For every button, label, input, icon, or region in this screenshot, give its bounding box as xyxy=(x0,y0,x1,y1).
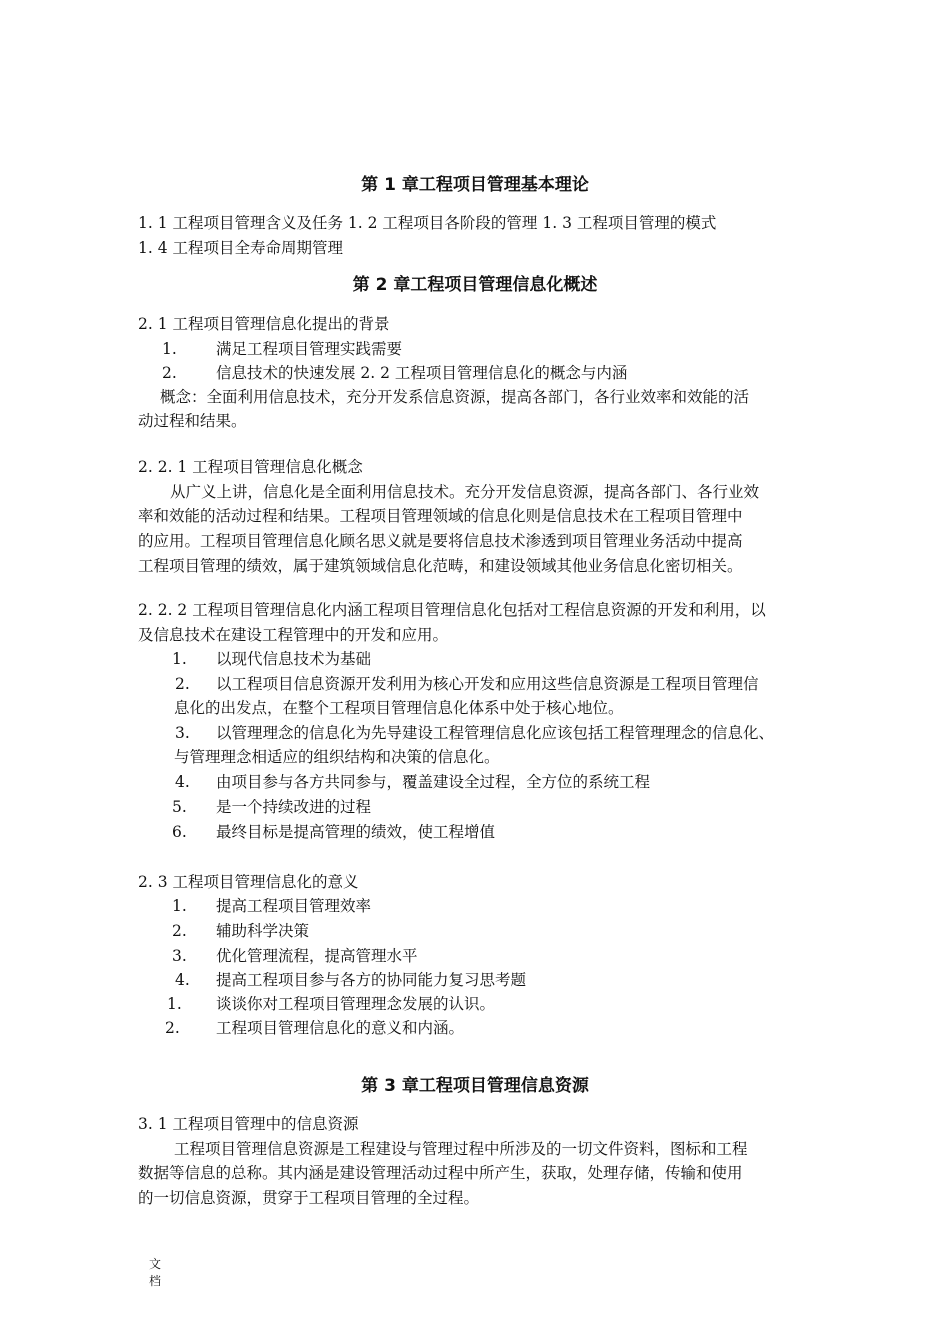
list-text: 是一个持续改进的过程 xyxy=(216,798,372,816)
list-number: 2. xyxy=(165,1019,180,1037)
list-number: 6. xyxy=(172,823,187,841)
toc-line-1: 1. 1 工程项目管理含义及任务 1. 2 工程项目各阶段的管理 1. 3 工程项目管理的模式 xyxy=(138,214,717,232)
list-text: 以管理理念的信息化为先导建设工程管理信息化应该包括工程管理理念的信息化、 xyxy=(216,724,775,742)
list-text: 以现代信息技术为基础 xyxy=(216,650,372,668)
list-number: 3. xyxy=(175,724,190,742)
paragraph-line: 工程项目管理信息资源是工程建设与管理过程中所涉及的一切文件资料，图标和工程 xyxy=(174,1140,748,1158)
section-3-1-heading: 3. 1 工程项目管理中的信息资源 xyxy=(138,1115,359,1133)
list-text: 谈谈你对工程项目管理理念发展的认识。 xyxy=(216,995,496,1013)
list-number: 2. xyxy=(162,364,177,382)
list-number: 1. xyxy=(167,995,182,1013)
list-text: 工程项目管理信息化的意义和内涵。 xyxy=(216,1019,465,1037)
section-2-1-heading: 2. 1 工程项目管理信息化提出的背景 xyxy=(138,315,390,333)
list-text: 提高工程项目参与各方的协同能力复习思考题 xyxy=(216,971,527,989)
list-number: 1. xyxy=(162,340,177,358)
list-text: 提高工程项目管理效率 xyxy=(216,897,372,915)
concept-line-1: 概念：全面利用信息技术，充分开发系信息资源，提高各部门，各行业效率和效能的活 xyxy=(160,388,750,406)
paragraph-line: 从广义上讲，信息化是全面利用信息技术。充分开发信息资源，提高各部门、各行业效 xyxy=(170,483,760,501)
list-text: 优化管理流程，提高管理水平 xyxy=(216,947,418,965)
list-number: 4. xyxy=(175,773,190,791)
list-text-continued: 与管理理念相适应的组织结构和决策的信息化。 xyxy=(174,748,500,766)
toc-line-2: 1. 4 工程项目全寿命周期管理 xyxy=(138,239,344,257)
concept-line-2: 动过程和结果。 xyxy=(138,412,247,430)
list-number: 2. xyxy=(172,922,187,940)
footer-char-1: 文 xyxy=(148,1257,161,1271)
list-text: 由项目参与各方共同参与，覆盖建设全过程，全方位的系统工程 xyxy=(216,773,651,791)
list-text: 最终目标是提高管理的绩效，使工程增值 xyxy=(216,823,496,841)
list-text-continued: 息化的出发点，在整个工程项目管理信息化体系中处于核心地位。 xyxy=(174,699,624,717)
chapter-2-title: 第 2 章工程项目管理信息化概述 xyxy=(352,275,598,295)
list-number: 1. xyxy=(172,650,187,668)
list-number: 1. xyxy=(172,897,187,915)
chapter-1-title: 第 1 章工程项目管理基本理论 xyxy=(361,175,589,195)
section-2-2-2-line-2: 及信息技术在建设工程管理中的开发和应用。 xyxy=(138,626,449,644)
section-2-3-heading: 2. 3 工程项目管理信息化的意义 xyxy=(138,873,359,891)
section-2-2-1-heading: 2. 2. 1 工程项目管理信息化概念 xyxy=(138,458,363,476)
list-text: 满足工程项目管理实践需要 xyxy=(216,340,403,358)
paragraph-line: 的应用。工程项目管理信息化顾名思义就是要将信息技术渗透到项目管理业务活动中提高 xyxy=(138,532,743,550)
list-number: 4. xyxy=(175,971,190,989)
section-2-2-2-line-1: 2. 2. 2 工程项目管理信息化内涵工程项目管理信息化包括对工程信息资源的开发和利用，以 xyxy=(138,601,766,619)
chapter-3-title: 第 3 章工程项目管理信息资源 xyxy=(361,1076,589,1096)
list-number: 2. xyxy=(175,675,190,693)
paragraph-line: 率和效能的活动过程和结果。工程项目管理领域的信息化则是信息技术在工程项目管理中 xyxy=(138,507,743,525)
list-number: 5. xyxy=(172,798,187,816)
paragraph-line: 的一切信息资源，贯穿于工程项目管理的全过程。 xyxy=(138,1189,480,1207)
list-number: 3. xyxy=(172,947,187,965)
list-text: 信息技术的快速发展 2. 2 工程项目管理信息化的概念与内涵 xyxy=(216,364,628,382)
paragraph-line: 数据等信息的总称。其内涵是建设管理活动过程中所产生，获取，处理存储，传输和使用 xyxy=(138,1164,743,1182)
paragraph-line: 工程项目管理的绩效，属于建筑领域信息化范畴，和建设领域其他业务信息化密切相关。 xyxy=(138,557,743,575)
list-text: 以工程项目信息资源开发利用为核心开发和应用这些信息资源是工程项目管理信 xyxy=(216,675,759,693)
list-text: 辅助科学决策 xyxy=(216,922,310,940)
footer-char-2: 档 xyxy=(148,1274,161,1288)
